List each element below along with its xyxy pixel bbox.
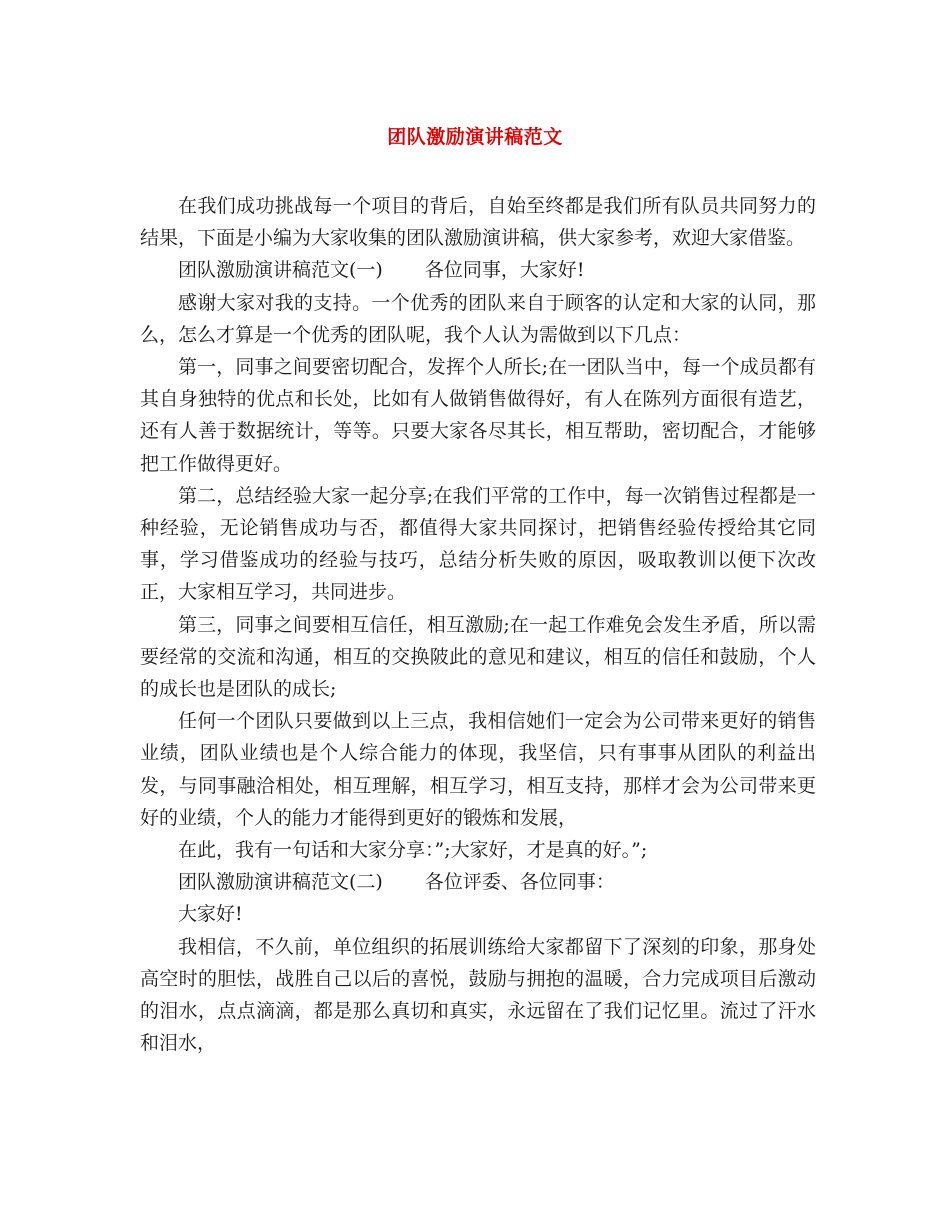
paragraph: 第二，总结经验大家一起分享;在我们平常的工作中，每一次销售过程都是一种经验，无论销售成功与否，都值得大家共同探讨，把销售经验传授给其它同事，学习借鉴成功的经验与技巧，总结分析失败的原因，吸取教训以便下次改正，大家相互学习，共同进步。 xyxy=(140,484,816,604)
paragraph: 感谢大家对我的支持。一个优秀的团队来自于顾客的认定和大家的认同，那么，怎么才算是一个优秀的团队呢，我个人认为需做到以下几点： xyxy=(140,291,816,346)
paragraph: 第一，同事之间要密切配合，发挥个人所长;在一团队当中，每一个成员都有其自身独特的优点和长处，比如有人做销售做得好，有人在陈列方面很有造艺，还有人善于数据统计，等等。只要大家各尽其长，相互帮助，密切配合，才能够把工作做得更好。 xyxy=(140,356,816,475)
paragraph: 任何一个团队只要做到以上三点，我相信她们一定会为公司带来更好的销售业绩，团队业绩也是个人综合能力的体现，我坚信，只有事事从团队的利益出发，与同事融洽相处，相互理解，相互学习，相互支持，那样才会为公司带来更好的业绩，个人的能力才能得到更好的锻炼和发展， xyxy=(140,710,816,829)
paragraph-intro: 在我们成功挑战每一个项目的背后，自始至终都是我们所有队员共同努力的结果，下面是小编为大家收集的团队激励演讲稿，供大家参考，欢迎大家借鉴。 xyxy=(140,195,816,250)
paragraph: 在此，我有一句话和大家分享：”;大家好，才是真的好。”; xyxy=(178,839,648,862)
section-greeting: 各位评委、各位同事： xyxy=(424,871,615,894)
paragraph: 第三，同事之间要相互信任，相互激励;在一起工作难免会发生矛盾，所以需要经常的交流和沟通，相互的交换陂此的意见和建议，相互的信任和鼓励，个人的成长也是团队的成长; xyxy=(140,613,816,701)
section-heading: 团队激励演讲稿范文(一) xyxy=(178,259,383,282)
section-heading: 团队激励演讲稿范文(二) xyxy=(178,871,383,894)
section-heading-line xyxy=(140,254,816,286)
paragraph: 我相信，不久前，单位组织的拓展训练给大家都留下了深刻的印象，那身处高空时的胆怯，战胜自己以后的喜悦，鼓励与拥抱的温暖，合力完成项目后激动的泪水，点点滴滴，都是那么真切和真实，永远留在了我们记忆里。流过了汗水和泪水， xyxy=(140,935,816,1055)
section-greeting: 各位同事，大家好! xyxy=(424,259,585,282)
document-title: 团队激励演讲稿范文 xyxy=(387,126,563,148)
document-body xyxy=(140,190,816,1059)
paragraph: 大家好! xyxy=(178,903,243,926)
section-heading-line xyxy=(140,866,816,898)
